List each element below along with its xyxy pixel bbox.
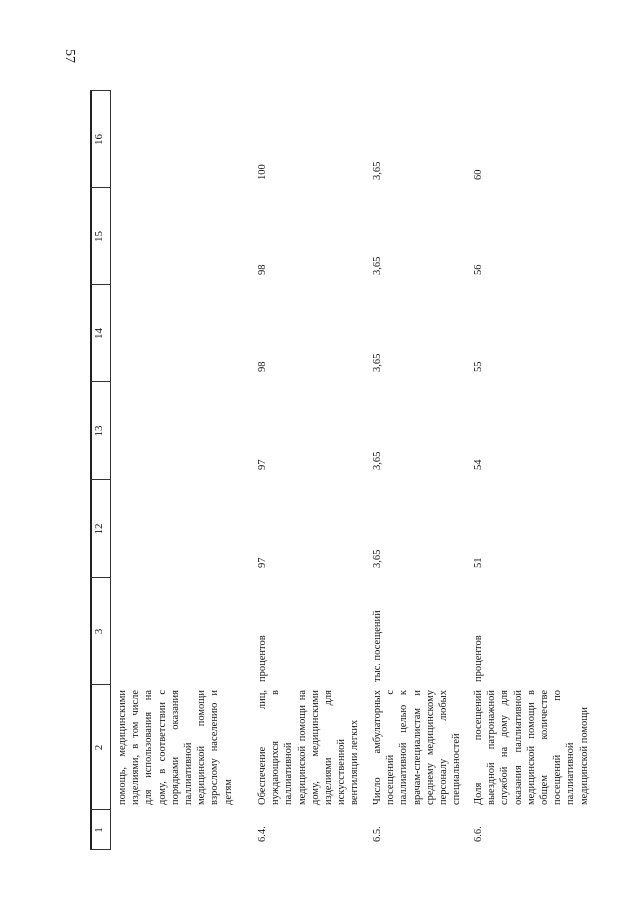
row-0-description: помощь, медицинскими изделиями, в том числе для использования на дому, в соответствии с порядками оказания паллиативной медицинской помощи взрослому населению и детям (117, 690, 234, 805)
row-6-5-val-13: 3,65 (372, 451, 383, 470)
col-header-15: 15 (93, 231, 105, 242)
row-6-4-val-16: 100 (257, 164, 268, 180)
row-6-6-id: 6.6. (473, 826, 484, 842)
row-6-6-val-16: 60 (473, 169, 484, 180)
row-6-5-description: Число амбулаторных посещений с паллиативной целью к врачам-специалистам и среднему медицинскому персоналу любых специальностей (372, 690, 463, 805)
page-number: 57 (62, 49, 77, 63)
row-6-4-unit: процентов (257, 635, 268, 682)
row-6-6-val-13: 54 (473, 459, 484, 470)
col-header-13: 13 (93, 425, 105, 437)
col-header-14: 14 (93, 328, 105, 339)
row-6-5-unit: тыс. посещений (372, 610, 383, 682)
row-6-6-description: Доля посещений выездной патронажной службой на дому для оказания паллиативной медицинской помощи в общем количестве посещений по паллиативной медицинской помощи (473, 690, 590, 805)
row-6-6-val-12: 51 (473, 557, 484, 568)
data-table (90, 90, 590, 850)
header-bottom-rule (110, 90, 111, 850)
row-6-5-id: 6.5. (372, 826, 383, 842)
row-6-4-val-15: 98 (257, 264, 268, 275)
row-6-5-val-14: 3,65 (372, 353, 383, 372)
row-6-4-val-14: 98 (257, 361, 268, 372)
col-header-3: 3 (93, 628, 105, 635)
row-6-6-unit: процентов (473, 635, 484, 682)
row-6-6-val-14: 55 (473, 361, 484, 372)
col-header-16: 16 (93, 134, 105, 145)
row-6-5-val-15: 3,65 (372, 256, 383, 275)
table-top-rule (90, 90, 92, 850)
row-6-5-val-12: 3,65 (372, 549, 383, 568)
row-6-4-description: Обеспечение лиц, нуждающихся в паллиативной медицинской помощи на дому, медицинскими изделиями для искусственной вентиляции легких (257, 690, 361, 805)
row-6-5-val-16: 3,65 (372, 161, 383, 180)
col-header-12: 12 (93, 523, 105, 535)
col-header-2: 2 (93, 744, 105, 751)
col-header-1: 1 (93, 827, 105, 833)
row-6-4-val-12: 97 (257, 557, 268, 568)
row-6-6-val-15: 56 (473, 264, 484, 275)
row-6-4-id: 6.4. (257, 826, 268, 842)
row-6-4-val-13: 97 (257, 459, 268, 470)
